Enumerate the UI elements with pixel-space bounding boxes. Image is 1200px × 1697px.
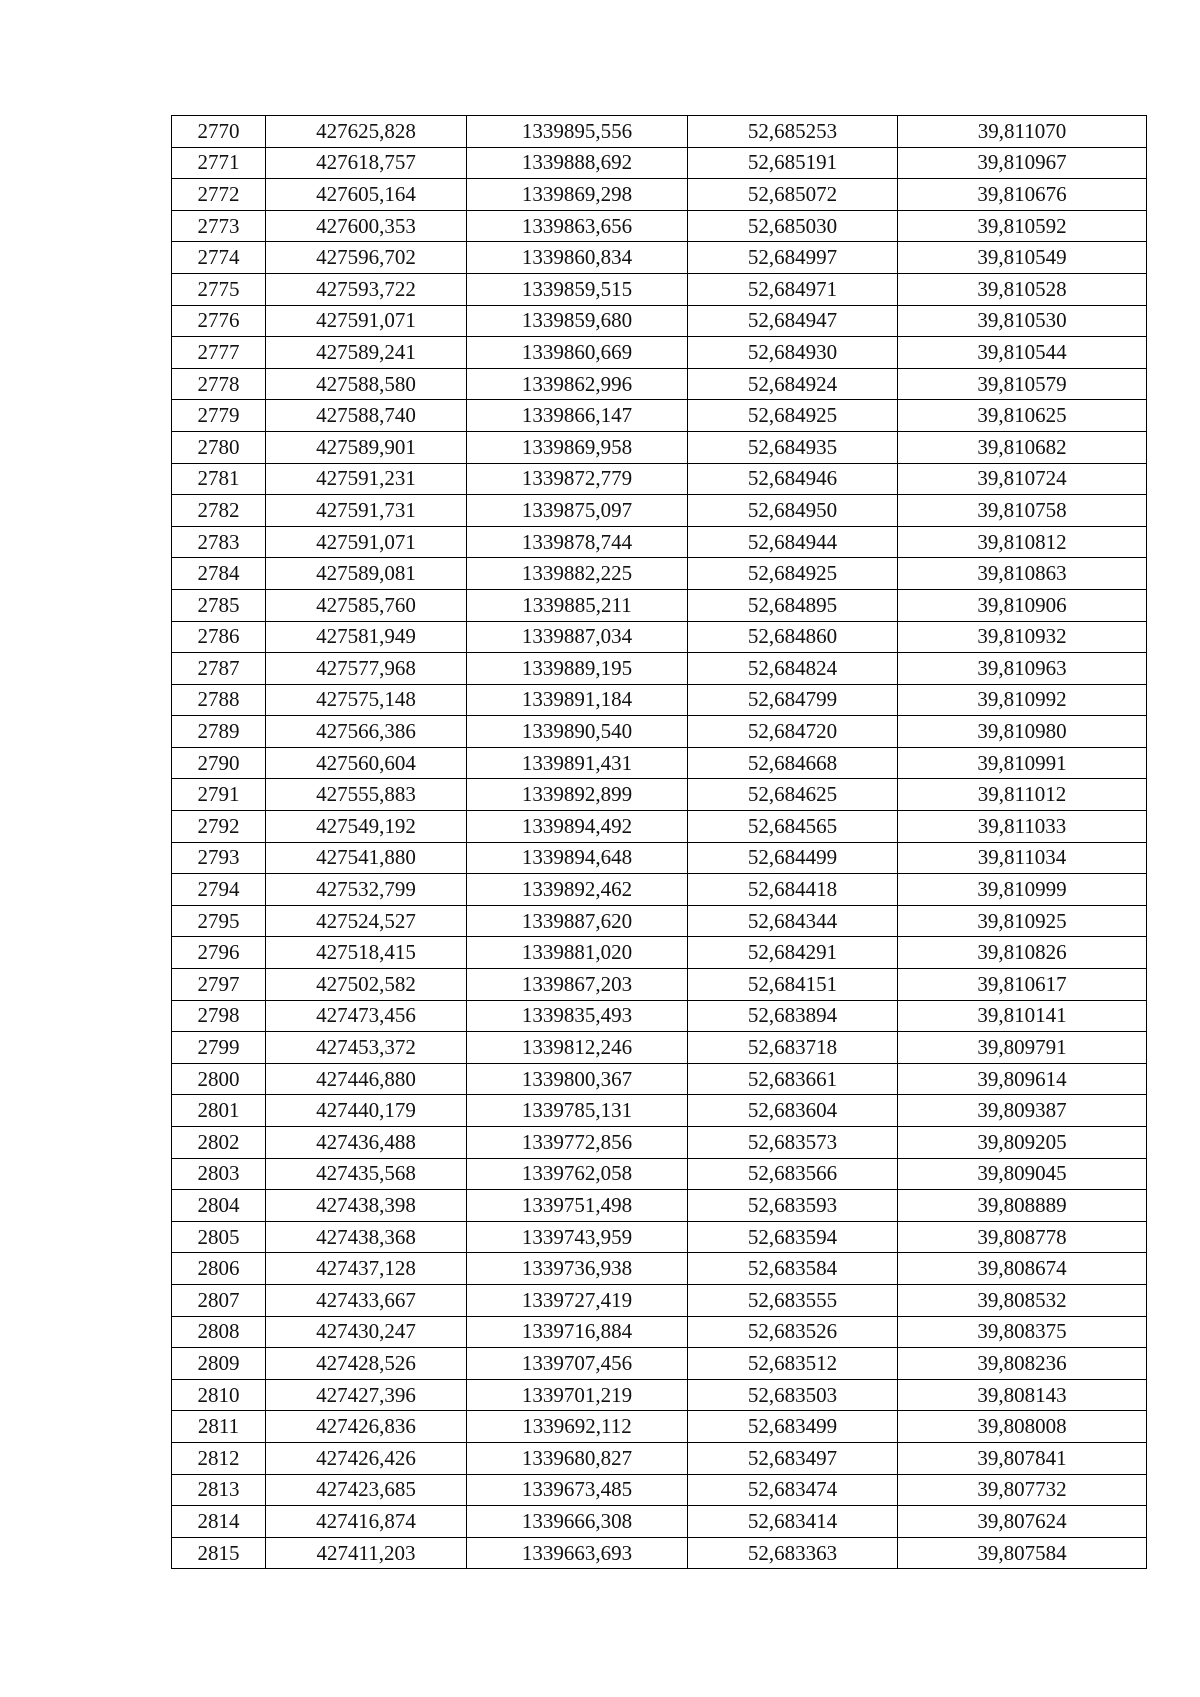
table-row <box>172 1127 1147 1159</box>
x-coordinate-cell: 427416,874 <box>266 1506 467 1538</box>
longitude-cell: 39,810544 <box>898 337 1147 369</box>
x-coordinate-cell: 427566,386 <box>266 716 467 748</box>
y-coordinate-cell: 1339869,958 <box>467 431 688 463</box>
table-row <box>172 1221 1147 1253</box>
x-coordinate-cell: 427625,828 <box>266 116 467 148</box>
latitude-cell: 52,683414 <box>688 1506 898 1538</box>
point-number-cell: 2783 <box>172 526 266 558</box>
longitude-cell: 39,809045 <box>898 1158 1147 1190</box>
y-coordinate-cell: 1339859,515 <box>467 273 688 305</box>
point-number-cell: 2779 <box>172 400 266 432</box>
latitude-cell: 52,684344 <box>688 905 898 937</box>
y-coordinate-cell: 1339866,147 <box>467 400 688 432</box>
table-row <box>172 589 1147 621</box>
point-number-cell: 2803 <box>172 1158 266 1190</box>
longitude-cell: 39,808778 <box>898 1221 1147 1253</box>
latitude-cell: 52,684291 <box>688 937 898 969</box>
table-row <box>172 337 1147 369</box>
latitude-cell: 52,683526 <box>688 1316 898 1348</box>
longitude-cell: 39,809791 <box>898 1032 1147 1064</box>
point-number-cell: 2812 <box>172 1442 266 1474</box>
latitude-cell: 52,683594 <box>688 1221 898 1253</box>
point-number-cell: 2775 <box>172 273 266 305</box>
longitude-cell: 39,810932 <box>898 621 1147 653</box>
point-number-cell: 2809 <box>172 1348 266 1380</box>
point-number-cell: 2782 <box>172 495 266 527</box>
point-number-cell: 2802 <box>172 1127 266 1159</box>
latitude-cell: 52,685191 <box>688 147 898 179</box>
table-row <box>172 1095 1147 1127</box>
x-coordinate-cell: 427588,580 <box>266 368 467 400</box>
y-coordinate-cell: 1339859,680 <box>467 305 688 337</box>
y-coordinate-cell: 1339772,856 <box>467 1127 688 1159</box>
longitude-cell: 39,807624 <box>898 1506 1147 1538</box>
table-row <box>172 210 1147 242</box>
longitude-cell: 39,808532 <box>898 1284 1147 1316</box>
table-row <box>172 779 1147 811</box>
table-row <box>172 305 1147 337</box>
longitude-cell: 39,808008 <box>898 1411 1147 1443</box>
y-coordinate-cell: 1339707,456 <box>467 1348 688 1380</box>
x-coordinate-cell: 427532,799 <box>266 874 467 906</box>
x-coordinate-cell: 427589,081 <box>266 558 467 590</box>
point-number-cell: 2792 <box>172 811 266 843</box>
latitude-cell: 52,683499 <box>688 1411 898 1443</box>
latitude-cell: 52,683363 <box>688 1537 898 1569</box>
x-coordinate-cell: 427428,526 <box>266 1348 467 1380</box>
latitude-cell: 52,684944 <box>688 526 898 558</box>
latitude-cell: 52,684935 <box>688 431 898 463</box>
y-coordinate-cell: 1339895,556 <box>467 116 688 148</box>
x-coordinate-cell: 427438,368 <box>266 1221 467 1253</box>
table-row <box>172 747 1147 779</box>
point-number-cell: 2808 <box>172 1316 266 1348</box>
y-coordinate-cell: 1339860,834 <box>467 242 688 274</box>
table-row <box>172 1537 1147 1569</box>
y-coordinate-cell: 1339762,058 <box>467 1158 688 1190</box>
table-row <box>172 1411 1147 1443</box>
table-row <box>172 1284 1147 1316</box>
x-coordinate-cell: 427593,722 <box>266 273 467 305</box>
x-coordinate-cell: 427591,071 <box>266 526 467 558</box>
y-coordinate-cell: 1339812,246 <box>467 1032 688 1064</box>
latitude-cell: 52,683566 <box>688 1158 898 1190</box>
latitude-cell: 52,683497 <box>688 1442 898 1474</box>
longitude-cell: 39,810579 <box>898 368 1147 400</box>
point-number-cell: 2799 <box>172 1032 266 1064</box>
latitude-cell: 52,684668 <box>688 747 898 779</box>
latitude-cell: 52,683474 <box>688 1474 898 1506</box>
latitude-cell: 52,684925 <box>688 400 898 432</box>
longitude-cell: 39,810530 <box>898 305 1147 337</box>
longitude-cell: 39,810141 <box>898 1000 1147 1032</box>
y-coordinate-cell: 1339673,485 <box>467 1474 688 1506</box>
y-coordinate-cell: 1339751,498 <box>467 1190 688 1222</box>
longitude-cell: 39,811012 <box>898 779 1147 811</box>
table-row <box>172 1190 1147 1222</box>
table-row <box>172 1063 1147 1095</box>
longitude-cell: 39,811070 <box>898 116 1147 148</box>
x-coordinate-cell: 427426,426 <box>266 1442 467 1474</box>
latitude-cell: 52,684930 <box>688 337 898 369</box>
longitude-cell: 39,811033 <box>898 811 1147 843</box>
x-coordinate-cell: 427411,203 <box>266 1537 467 1569</box>
longitude-cell: 39,808375 <box>898 1316 1147 1348</box>
x-coordinate-cell: 427524,527 <box>266 905 467 937</box>
x-coordinate-cell: 427518,415 <box>266 937 467 969</box>
table-row <box>172 1253 1147 1285</box>
y-coordinate-cell: 1339890,540 <box>467 716 688 748</box>
point-number-cell: 2797 <box>172 969 266 1001</box>
point-number-cell: 2800 <box>172 1063 266 1095</box>
longitude-cell: 39,809387 <box>898 1095 1147 1127</box>
longitude-cell: 39,810999 <box>898 874 1147 906</box>
table-row <box>172 684 1147 716</box>
longitude-cell: 39,808236 <box>898 1348 1147 1380</box>
x-coordinate-cell: 427618,757 <box>266 147 467 179</box>
x-coordinate-cell: 427473,456 <box>266 1000 467 1032</box>
point-number-cell: 2774 <box>172 242 266 274</box>
point-number-cell: 2798 <box>172 1000 266 1032</box>
latitude-cell: 52,684418 <box>688 874 898 906</box>
latitude-cell: 52,684499 <box>688 842 898 874</box>
point-number-cell: 2772 <box>172 179 266 211</box>
y-coordinate-cell: 1339716,884 <box>467 1316 688 1348</box>
y-coordinate-cell: 1339894,492 <box>467 811 688 843</box>
longitude-cell: 39,810925 <box>898 905 1147 937</box>
longitude-cell: 39,807841 <box>898 1442 1147 1474</box>
x-coordinate-cell: 427585,760 <box>266 589 467 621</box>
y-coordinate-cell: 1339736,938 <box>467 1253 688 1285</box>
table-row <box>172 116 1147 148</box>
latitude-cell: 52,683503 <box>688 1379 898 1411</box>
point-number-cell: 2805 <box>172 1221 266 1253</box>
y-coordinate-cell: 1339666,308 <box>467 1506 688 1538</box>
longitude-cell: 39,808143 <box>898 1379 1147 1411</box>
latitude-cell: 52,683661 <box>688 1063 898 1095</box>
x-coordinate-cell: 427426,836 <box>266 1411 467 1443</box>
longitude-cell: 39,810967 <box>898 147 1147 179</box>
y-coordinate-cell: 1339878,744 <box>467 526 688 558</box>
x-coordinate-cell: 427591,071 <box>266 305 467 337</box>
point-number-cell: 2804 <box>172 1190 266 1222</box>
y-coordinate-cell: 1339867,203 <box>467 969 688 1001</box>
point-number-cell: 2770 <box>172 116 266 148</box>
point-number-cell: 2813 <box>172 1474 266 1506</box>
point-number-cell: 2789 <box>172 716 266 748</box>
latitude-cell: 52,684925 <box>688 558 898 590</box>
y-coordinate-cell: 1339692,112 <box>467 1411 688 1443</box>
latitude-cell: 52,683573 <box>688 1127 898 1159</box>
longitude-cell: 39,810992 <box>898 684 1147 716</box>
point-number-cell: 2814 <box>172 1506 266 1538</box>
x-coordinate-cell: 427589,901 <box>266 431 467 463</box>
table-row <box>172 716 1147 748</box>
y-coordinate-cell: 1339882,225 <box>467 558 688 590</box>
x-coordinate-cell: 427435,568 <box>266 1158 467 1190</box>
point-number-cell: 2781 <box>172 463 266 495</box>
table-row <box>172 1474 1147 1506</box>
table-row <box>172 937 1147 969</box>
latitude-cell: 52,685030 <box>688 210 898 242</box>
latitude-cell: 52,683555 <box>688 1284 898 1316</box>
y-coordinate-cell: 1339701,219 <box>467 1379 688 1411</box>
latitude-cell: 52,683584 <box>688 1253 898 1285</box>
longitude-cell: 39,811034 <box>898 842 1147 874</box>
y-coordinate-cell: 1339743,959 <box>467 1221 688 1253</box>
point-number-cell: 2794 <box>172 874 266 906</box>
longitude-cell: 39,807732 <box>898 1474 1147 1506</box>
x-coordinate-cell: 427596,702 <box>266 242 467 274</box>
table-row <box>172 147 1147 179</box>
y-coordinate-cell: 1339881,020 <box>467 937 688 969</box>
point-number-cell: 2795 <box>172 905 266 937</box>
y-coordinate-cell: 1339888,692 <box>467 147 688 179</box>
coordinates-table-body <box>172 116 1147 1569</box>
x-coordinate-cell: 427436,488 <box>266 1127 467 1159</box>
table-row <box>172 526 1147 558</box>
table-row <box>172 431 1147 463</box>
point-number-cell: 2784 <box>172 558 266 590</box>
y-coordinate-cell: 1339872,779 <box>467 463 688 495</box>
table-row <box>172 495 1147 527</box>
x-coordinate-cell: 427560,604 <box>266 747 467 779</box>
coordinates-table <box>171 115 1147 1569</box>
point-number-cell: 2777 <box>172 337 266 369</box>
y-coordinate-cell: 1339835,493 <box>467 1000 688 1032</box>
point-number-cell: 2801 <box>172 1095 266 1127</box>
longitude-cell: 39,810963 <box>898 653 1147 685</box>
longitude-cell: 39,808674 <box>898 1253 1147 1285</box>
x-coordinate-cell: 427433,667 <box>266 1284 467 1316</box>
y-coordinate-cell: 1339680,827 <box>467 1442 688 1474</box>
latitude-cell: 52,684151 <box>688 969 898 1001</box>
longitude-cell: 39,810592 <box>898 210 1147 242</box>
table-row <box>172 653 1147 685</box>
y-coordinate-cell: 1339887,034 <box>467 621 688 653</box>
point-number-cell: 2778 <box>172 368 266 400</box>
longitude-cell: 39,809205 <box>898 1127 1147 1159</box>
table-row <box>172 969 1147 1001</box>
x-coordinate-cell: 427588,740 <box>266 400 467 432</box>
x-coordinate-cell: 427438,398 <box>266 1190 467 1222</box>
point-number-cell: 2773 <box>172 210 266 242</box>
point-number-cell: 2776 <box>172 305 266 337</box>
point-number-cell: 2815 <box>172 1537 266 1569</box>
point-number-cell: 2810 <box>172 1379 266 1411</box>
y-coordinate-cell: 1339892,462 <box>467 874 688 906</box>
x-coordinate-cell: 427440,179 <box>266 1095 467 1127</box>
latitude-cell: 52,685253 <box>688 116 898 148</box>
latitude-cell: 52,683512 <box>688 1348 898 1380</box>
point-number-cell: 2796 <box>172 937 266 969</box>
latitude-cell: 52,685072 <box>688 179 898 211</box>
table-row <box>172 621 1147 653</box>
table-row <box>172 905 1147 937</box>
y-coordinate-cell: 1339863,656 <box>467 210 688 242</box>
point-number-cell: 2785 <box>172 589 266 621</box>
y-coordinate-cell: 1339800,367 <box>467 1063 688 1095</box>
latitude-cell: 52,683593 <box>688 1190 898 1222</box>
latitude-cell: 52,684924 <box>688 368 898 400</box>
table-row <box>172 179 1147 211</box>
table-row <box>172 368 1147 400</box>
table-row <box>172 558 1147 590</box>
table-row <box>172 1000 1147 1032</box>
y-coordinate-cell: 1339869,298 <box>467 179 688 211</box>
x-coordinate-cell: 427581,949 <box>266 621 467 653</box>
y-coordinate-cell: 1339891,431 <box>467 747 688 779</box>
point-number-cell: 2780 <box>172 431 266 463</box>
x-coordinate-cell: 427549,192 <box>266 811 467 843</box>
table-row <box>172 400 1147 432</box>
longitude-cell: 39,810906 <box>898 589 1147 621</box>
longitude-cell: 39,810758 <box>898 495 1147 527</box>
latitude-cell: 52,684720 <box>688 716 898 748</box>
y-coordinate-cell: 1339727,419 <box>467 1284 688 1316</box>
latitude-cell: 52,684946 <box>688 463 898 495</box>
latitude-cell: 52,684895 <box>688 589 898 621</box>
longitude-cell: 39,807584 <box>898 1537 1147 1569</box>
longitude-cell: 39,810549 <box>898 242 1147 274</box>
longitude-cell: 39,810528 <box>898 273 1147 305</box>
x-coordinate-cell: 427605,164 <box>266 179 467 211</box>
latitude-cell: 52,684565 <box>688 811 898 843</box>
y-coordinate-cell: 1339894,648 <box>467 842 688 874</box>
point-number-cell: 2771 <box>172 147 266 179</box>
x-coordinate-cell: 427555,883 <box>266 779 467 811</box>
x-coordinate-cell: 427541,880 <box>266 842 467 874</box>
longitude-cell: 39,810812 <box>898 526 1147 558</box>
point-number-cell: 2790 <box>172 747 266 779</box>
x-coordinate-cell: 427577,968 <box>266 653 467 685</box>
table-row <box>172 1316 1147 1348</box>
latitude-cell: 52,684947 <box>688 305 898 337</box>
latitude-cell: 52,684799 <box>688 684 898 716</box>
y-coordinate-cell: 1339785,131 <box>467 1095 688 1127</box>
table-row <box>172 811 1147 843</box>
table-row <box>172 273 1147 305</box>
point-number-cell: 2811 <box>172 1411 266 1443</box>
latitude-cell: 52,683604 <box>688 1095 898 1127</box>
latitude-cell: 52,683894 <box>688 1000 898 1032</box>
y-coordinate-cell: 1339887,620 <box>467 905 688 937</box>
x-coordinate-cell: 427591,731 <box>266 495 467 527</box>
x-coordinate-cell: 427575,148 <box>266 684 467 716</box>
point-number-cell: 2807 <box>172 1284 266 1316</box>
latitude-cell: 52,684997 <box>688 242 898 274</box>
latitude-cell: 52,684625 <box>688 779 898 811</box>
table-row <box>172 1379 1147 1411</box>
longitude-cell: 39,810676 <box>898 179 1147 211</box>
x-coordinate-cell: 427502,582 <box>266 969 467 1001</box>
y-coordinate-cell: 1339862,996 <box>467 368 688 400</box>
y-coordinate-cell: 1339891,184 <box>467 684 688 716</box>
table-row <box>172 1506 1147 1538</box>
longitude-cell: 39,810863 <box>898 558 1147 590</box>
latitude-cell: 52,684950 <box>688 495 898 527</box>
table-row <box>172 1348 1147 1380</box>
longitude-cell: 39,810826 <box>898 937 1147 969</box>
table-row <box>172 842 1147 874</box>
table-row <box>172 1158 1147 1190</box>
longitude-cell: 39,810991 <box>898 747 1147 779</box>
x-coordinate-cell: 427453,372 <box>266 1032 467 1064</box>
point-number-cell: 2787 <box>172 653 266 685</box>
y-coordinate-cell: 1339663,693 <box>467 1537 688 1569</box>
x-coordinate-cell: 427589,241 <box>266 337 467 369</box>
y-coordinate-cell: 1339885,211 <box>467 589 688 621</box>
longitude-cell: 39,810724 <box>898 463 1147 495</box>
x-coordinate-cell: 427427,396 <box>266 1379 467 1411</box>
table-row <box>172 874 1147 906</box>
latitude-cell: 52,683718 <box>688 1032 898 1064</box>
longitude-cell: 39,810625 <box>898 400 1147 432</box>
table-row <box>172 1032 1147 1064</box>
table-row <box>172 463 1147 495</box>
latitude-cell: 52,684971 <box>688 273 898 305</box>
longitude-cell: 39,810682 <box>898 431 1147 463</box>
x-coordinate-cell: 427437,128 <box>266 1253 467 1285</box>
x-coordinate-cell: 427591,231 <box>266 463 467 495</box>
y-coordinate-cell: 1339889,195 <box>467 653 688 685</box>
point-number-cell: 2793 <box>172 842 266 874</box>
point-number-cell: 2806 <box>172 1253 266 1285</box>
point-number-cell: 2788 <box>172 684 266 716</box>
y-coordinate-cell: 1339875,097 <box>467 495 688 527</box>
point-number-cell: 2786 <box>172 621 266 653</box>
x-coordinate-cell: 427423,685 <box>266 1474 467 1506</box>
y-coordinate-cell: 1339860,669 <box>467 337 688 369</box>
x-coordinate-cell: 427430,247 <box>266 1316 467 1348</box>
x-coordinate-cell: 427446,880 <box>266 1063 467 1095</box>
longitude-cell: 39,808889 <box>898 1190 1147 1222</box>
point-number-cell: 2791 <box>172 779 266 811</box>
x-coordinate-cell: 427600,353 <box>266 210 467 242</box>
table-row <box>172 242 1147 274</box>
latitude-cell: 52,684860 <box>688 621 898 653</box>
table-row <box>172 1442 1147 1474</box>
y-coordinate-cell: 1339892,899 <box>467 779 688 811</box>
latitude-cell: 52,684824 <box>688 653 898 685</box>
longitude-cell: 39,810617 <box>898 969 1147 1001</box>
longitude-cell: 39,809614 <box>898 1063 1147 1095</box>
longitude-cell: 39,810980 <box>898 716 1147 748</box>
